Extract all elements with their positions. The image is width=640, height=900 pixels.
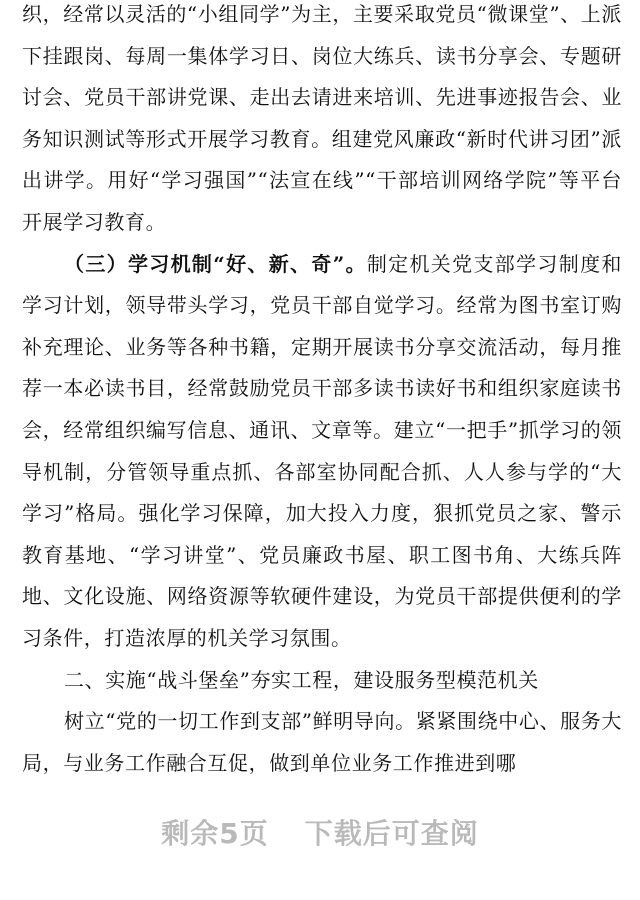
paragraph-1-text: 织，经常以灵活的“小组同学”为主，主要采取党员“微课堂”、上派下挂跟岗、每周一集体学习日、岗位大练兵、读书分享会、专题研讨会、党员干部讲党课、走出去请进来培训、先进事迹报告会、业务知识测试等形式开展学习教育。组建党风廉政“新时代讲习团”派出讲学。用好“学习强国”“法宣在线”“干部培训网络学院”等平台开展学习教育。 bbox=[22, 2, 622, 234]
remaining-pages-text: 剩余5页 bbox=[161, 817, 269, 850]
paragraph-2 bbox=[22, 244, 622, 660]
download-to-view-text: 下载后可查阅 bbox=[304, 817, 479, 850]
subsection-heading: （三）学习机制“好、新、奇”。 bbox=[64, 251, 367, 276]
document-body bbox=[22, 0, 622, 784]
paragraph-2-text: 制定机关党支部学习制度和学习计划，领导带头学习，党员干部自觉学习。经常为图书室订购补充理论、业务等各种书籍，定期开展读书分享交流活动，每月推荐一本必读书目，经常鼓励党员干部多读书读好书和组织家庭读书会，经常组织编写信息、通讯、文章等。建立“一把手”抓学习的领导机制，分管领导重点抓、各部室协同配合抓、人人参与学的“大学习”格局。强化学习保障，加大投入力度，狠抓党员之家、警示教育基地、“学习讲堂”、党员廉政书屋、职工图书角、大练兵阵地、文化设施、网络资源等软硬件建设，为党员干部提供便利的学习条件，打造浓厚的机关学习氛围。 bbox=[22, 251, 622, 650]
download-banner[interactable] bbox=[0, 812, 640, 852]
paragraph-3: 树立“党的一切工作到支部”鲜明导向。紧紧围绕中心、服务大局，与业务工作融合互促，做到单位业务工作推进到哪 bbox=[22, 709, 622, 775]
paragraph-1 bbox=[22, 0, 622, 244]
section-heading: 二、实施“战斗堡垒”夯实工程，建设服务型模范机关 bbox=[64, 667, 539, 692]
